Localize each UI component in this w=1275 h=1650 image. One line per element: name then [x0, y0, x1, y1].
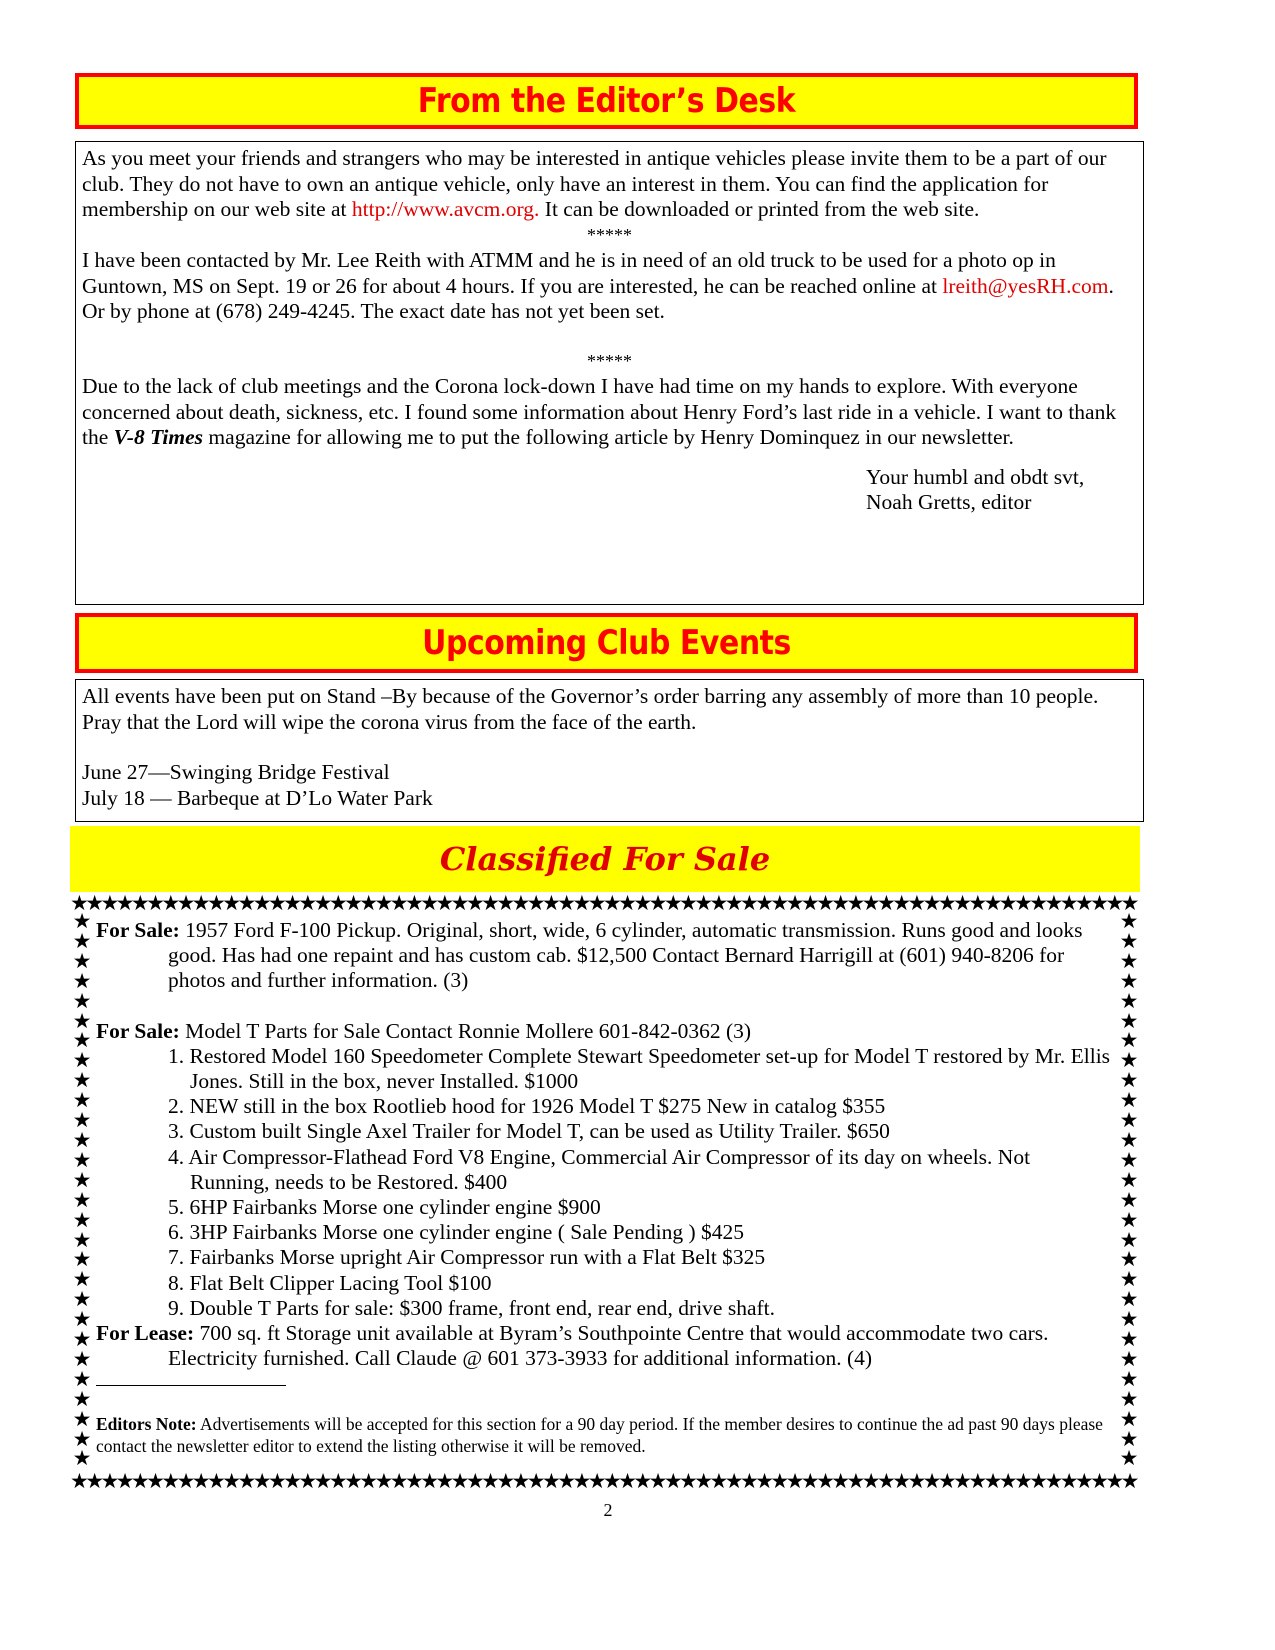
- parts-item: 7. Fairbanks Morse upright Air Compressor run with a Flat Belt $325: [168, 1245, 766, 1270]
- events-intro: All events have been put on Stand –By because of the Governor’s order barring any assembly of more than 10 people. Pray that the Lord will wipe the corona virus from the face of the earth.: [82, 684, 1099, 734]
- star-border-top: ★★★★★★★★★★★★★★★★★★★★★★★★★★★★★★★★★★★★★★★★★★★★★★★★★★★★★★★★★★★★★★★★★★★★★★: [70, 892, 1136, 914]
- ad-storage-lease: For Lease: 700 sq. ft Storage unit available at Byram’s Southpointe Centre that would accommodate two cars. Electricity furnished. Call Claude @ 601 373-3933 for additional information. (4): [96, 1321, 1049, 1371]
- parts-item: 4. Air Compressor-Flathead Ford V8 Engine, Commercial Air Compressor of its day on wheels. Not Running, needs to be Restored. $400: [168, 1144, 1031, 1194]
- editors-paragraph-lockdown: Due to the lack of club meetings and the Corona lock-down I have had time on my hands to explore. With everyone concerned about death, sickness, etc. I found some information about Henry Ford’s last ride in a vehicle. I want to thank the V-8 Times magazine for allowing me to put the following article by Henry Dominquez in our newsletter.: [82, 374, 1117, 449]
- classified-body: [96, 918, 1111, 1457]
- editors-desk-title: From the Editor’s Desk: [417, 81, 796, 121]
- parts-item: 6. 3HP Fairbanks Morse one cylinder engine ( Sale Pending ) $425: [168, 1220, 745, 1245]
- parts-item: 1. Restored Model 160 Speedometer Complete Stewart Speedometer set-up for Model T restored by Mr. Ellis Jones. Still in the box, never Installed. $1000: [168, 1043, 1111, 1094]
- ad-pickup: For Sale: 1957 Ford F-100 Pickup. Original, short, wide, 6 cylinder, automatic transmission. Runs good and looks good. Has had one repaint and has custom cab. $12,500 Contact Bernard Harrigill at (601) 940-8206 for photos and further information. (3): [96, 918, 1083, 993]
- parts-item: 9. Double T Parts for sale: $300 frame, front end, rear end, drive shaft.: [168, 1295, 775, 1320]
- parts-item: 5. 6HP Fairbanks Morse one cylinder engine $900: [168, 1195, 601, 1220]
- magazine-title: V-8 Times: [113, 425, 204, 449]
- editors-paragraph-photo-op: I have been contacted by Mr. Lee Reith with ATMM and he is in need of an old truck to be used for a photo op in Guntown, MS on Sept. 19 or 26 for about 4 hours. If you are interested, he can be reached online at lreith@yesRH.com. Or by phone at (678) 249-4245. The exact date has not yet been set.: [82, 248, 1114, 323]
- classified-title: Classified For Sale: [439, 840, 771, 878]
- email-link[interactable]: lreith@yesRH.com: [942, 273, 1109, 298]
- editors-note: Editors Note: Advertisements will be accepted for this section for a 90 day period. If the member desires to continue the ad past 90 days please contact the newsletter editor to extend the listing otherwise it will be removed.: [96, 1414, 1103, 1456]
- ad-model-t-parts: For Sale: Model T Parts for Sale Contact Ronnie Mollere 601-842-0362 (3): [96, 1018, 752, 1043]
- events-header: [75, 613, 1138, 673]
- separator: *****: [587, 350, 632, 371]
- separator: *****: [587, 224, 632, 245]
- star-border-left: ★ ★ ★ ★ ★ ★ ★ ★ ★ ★ ★ ★ ★ ★ ★ ★ ★ ★ ★ ★ ★ ★ ★ ★ ★ ★ ★ ★: [72, 912, 92, 1468]
- website-link[interactable]: http://www.avcm.org.: [351, 197, 540, 221]
- parts-list: [96, 1044, 1111, 1321]
- star-border-bottom: ★★★★★★★★★★★★★★★★★★★★★★★★★★★★★★★★★★★★★★★★★★★★★★★★★★★★★★★★★★★★★★★★★★★★★★: [70, 1470, 1136, 1492]
- signature: Your humbl and obdt svt, Noah Gretts, editor: [866, 464, 1085, 514]
- events-body: [75, 679, 1144, 822]
- events-title: Upcoming Club Events: [422, 623, 791, 663]
- event-item: June 27—Swinging Bridge Festival: [82, 760, 390, 784]
- page-number: 2: [603, 1500, 613, 1520]
- classified-header: [70, 826, 1140, 892]
- parts-item: 2. NEW still in the box Rootlieb hood for 1926 Model T $275 New in catalog $355: [168, 1094, 886, 1119]
- divider: [96, 1385, 286, 1386]
- parts-item: 3. Custom built Single Axel Trailer for Model T, can be used as Utility Trailer. $650: [168, 1119, 890, 1144]
- star-border-right: ★ ★ ★ ★ ★ ★ ★ ★ ★ ★ ★ ★ ★ ★ ★ ★ ★ ★ ★ ★ ★ ★ ★ ★ ★ ★ ★ ★: [1119, 912, 1139, 1468]
- editors-desk-header: [75, 73, 1138, 129]
- editors-desk-body: [75, 141, 1144, 605]
- editors-paragraph-membership: As you meet your friends and strangers who may be interested in antique vehicles please invite them to be a part of our club. They do not have to own an antique vehicle, only have an interest in them. You can find the application for membership on our web site at http://www.avcm.org. It can be downloaded or printed from the web site.: [82, 146, 1107, 221]
- event-item: July 18 — Barbeque at D’Lo Water Park: [82, 785, 433, 810]
- parts-item: 8. Flat Belt Clipper Lacing Tool $100: [168, 1270, 492, 1295]
